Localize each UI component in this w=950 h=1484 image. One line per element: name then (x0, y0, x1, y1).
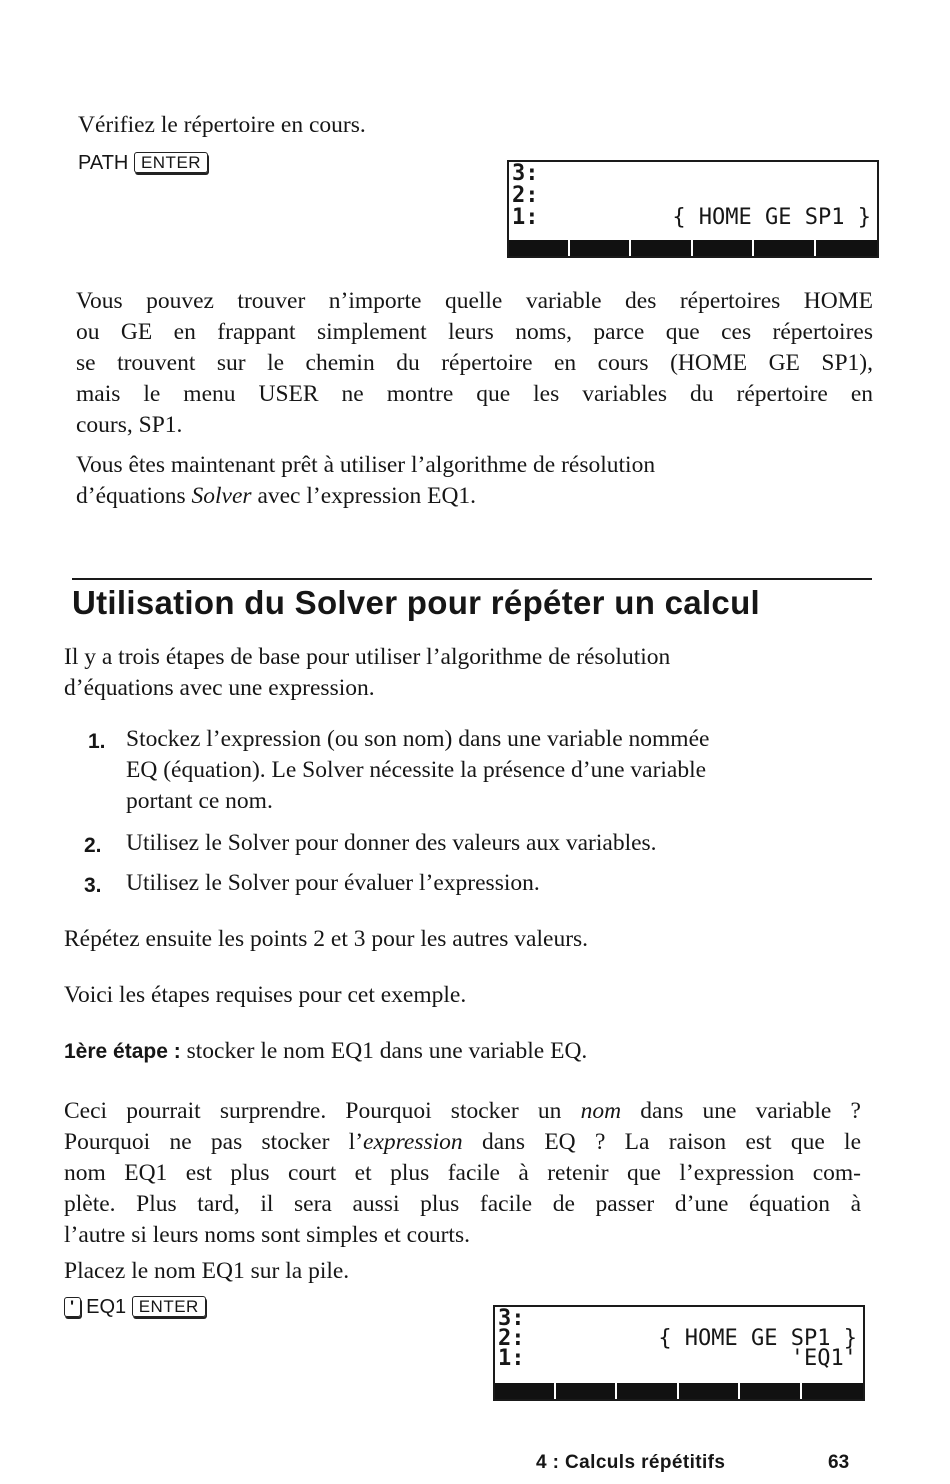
enter-key: ENTER (132, 1296, 206, 1317)
step1-text: stocker le nom EQ1 dans une variable EQ. (180, 1038, 588, 1064)
stack-level-2-value: { HOME GE SP1 } (658, 1326, 857, 1351)
paragraph-variables: Vous pouvez trouver n’importe quelle variable des répertoires HOME ou GE en frappant simplement leurs noms, parce que ces répertoires se trouvent sur le chemin du répertoire en cours (HOME GE SP1), mais le menu USER ne montre que les variables du répertoire en cours, SP1. (76, 288, 873, 438)
command-eq1 (64, 1296, 206, 1319)
calculator-display-2 (493, 1305, 865, 1401)
menu-key-bar (509, 240, 877, 256)
stack-level-1: 1: (498, 1346, 525, 1371)
page-number: 63 (828, 1452, 850, 1473)
quote-key: ' (64, 1297, 81, 1317)
footer-chapter: 4 : Calculs répétitifs (536, 1452, 726, 1473)
command-path (78, 152, 208, 175)
calculator-display-1 (507, 160, 879, 258)
section-rule (72, 578, 872, 580)
stack-level-1-value: { HOME GE SP1 } (672, 205, 871, 230)
place-text: Placez le nom EQ1 sur la pile. (64, 1258, 350, 1284)
step1-line (64, 1036, 587, 1067)
stack-level-1-value: 'EQ1' (790, 1346, 857, 1371)
paragraph-ready: Vous êtes maintenant prêt à utiliser l’algorithme de résolution d’équations Solver avec l’expression EQ1. (76, 452, 656, 509)
stack-level-1: 1: (512, 205, 539, 230)
stack-level-2: 2: (498, 1326, 525, 1351)
path-command: PATH (78, 152, 129, 174)
step1-label: 1ère étape : (64, 1040, 181, 1063)
section-title: Utilisation du Solver pour répéter un calcul (72, 584, 760, 621)
stack-level-3: 3: (498, 1306, 525, 1331)
menu-key-bar (495, 1383, 863, 1399)
stack-level-3: 3: (512, 161, 539, 186)
steps-intro-text: Voici les étapes requises pour cet exemple. (64, 982, 467, 1008)
repeat-text: Répétez ensuite les points 2 et 3 pour les autres valeurs. (64, 926, 589, 952)
eq1-word: EQ1 (86, 1296, 127, 1318)
stack-level-2: 2: (512, 183, 539, 208)
paragraph-why-name: Ceci pourrait surprendre. Pourquoi stocker un nom dans une variable ? Pourquoi ne pas stocker l’expression dans EQ ? La raison est que le nom EQ1 est plus court et plus facile à retenir que l’expression com- plète. Plus tard, il sera aussi plus facile de passer d’une équation à l’autre si leurs noms sont simples et courts. (64, 1098, 862, 1248)
enter-key: ENTER (134, 152, 208, 173)
section-intro: Il y a trois étapes de base pour utiliser l’algorithme de résolution d’équations avec une expression. (64, 644, 671, 701)
verify-text: Vérifiez le répertoire en cours. (78, 112, 366, 138)
